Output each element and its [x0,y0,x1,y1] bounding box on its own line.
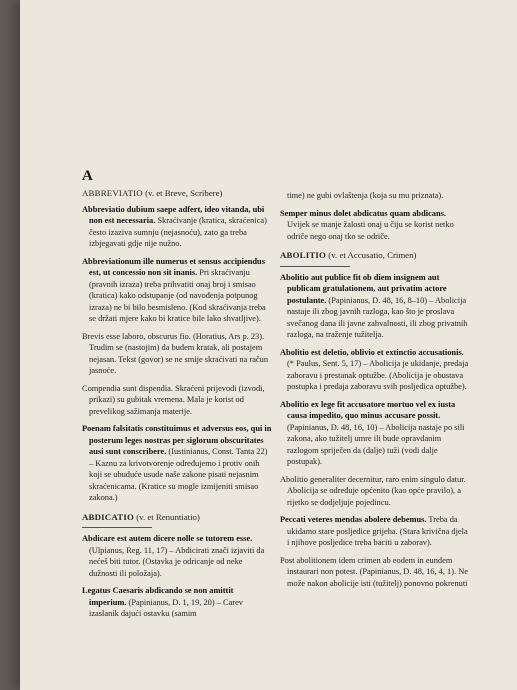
dictionary-entry [82,331,272,377]
entry-translation: Skraćivanje (kratica, skraćenica) često izaziva sumnju (nejasnoću), zato ga treba izbjegavati gdje nije nužno. [89,216,267,248]
latin-maxim: Compendia sunt dispendia. [82,383,173,393]
lemma-heading [280,250,470,262]
entry-translation: Abolicija se određuje općenito (kao opće pravilo), a rijetko se dodjeljuje pojedincu. [287,486,461,507]
entry-translation: Treba da ukidamo stare posljedice grijeha. (Stara krivična djela i njihove posljedice treba baciti u zaborav). [287,515,468,547]
latin-maxim: Abolitio aut publice fit ob diem insignem aut publicam gratulationem, aut privatim actore postulante. [280,272,447,305]
lemma-reference: (v. et Renuntiatio) [136,511,200,522]
dictionary-entry [280,399,470,468]
latin-maxim: Abolitio est deletio, oblivio et extinctio accusationis. [280,347,464,357]
lemma-name: ABOLITIO [280,250,327,260]
dictionary-entry [280,272,470,341]
dictionary-entry [82,533,272,579]
dictionary-entry [82,204,272,250]
dictionary-entry [82,423,272,504]
latin-maxim: Brevis esse laboro, obscurus fio. [82,331,191,341]
entry-translation: (Papinianus, D. 48, 16, 10) – Abolicija nastaje po sili zakona, ako tužitelj umre ili bude opravdanim razlogom spriječen da (dalje) tuži (vodi dalje postupak). [287,422,465,466]
continued-text: time) ne gubi ovlaštenja (koja su mu priznata). [287,191,444,200]
lemma-underline [280,266,350,267]
latin-maxim: Post abolitionem idem crimen ab eodem in eundem instaurari non potest. [280,555,453,576]
entry-translation: (Horatius, Ars p. 23). Trudim se (nastojim) da budem kratak, ali postajem nejasan. Tekst (govor) se ne smije skraćivati na račun jasnoće. [89,331,269,375]
latin-maxim: Peccati veteres mendas abolere debemus. [280,515,427,524]
lemma-name: ABBREVIATIO [82,188,143,198]
lemma-reference: (v. et Breve, Scribere) [145,188,223,198]
entry-translation: (Ulpianus, Reg. 11, 17) – Abdicirati znači izjaviti da nećeš biti tutor. (Ostavka je odricanje od neke dužnosti ili položaja). [89,545,265,578]
dictionary-entry [82,383,272,418]
book-page [20,0,517,690]
lemma-name: ABDICATIO [82,511,134,522]
latin-maxim: Abbreviationum ille numerus et sensus accipiendus est, ut concessio non sit inanis. [82,256,265,277]
dictionary-entry [280,555,470,590]
dictionary-entry [82,585,272,620]
latin-maxim: Abdicare est autem dicere nolle se tutorem esse. [82,534,253,543]
dictionary-entry [280,208,470,243]
entry-translation: (Papinianus, D. 48, 16, 8–10) – Abolicija nastaje ili zbog javnih razloga, kao što je proslava svečanog dana ili javne zahvalnosti, ili zbog privatnih razloga, na traženje tužitelja. [287,295,468,339]
lemma-reference: (v. et Accusatio, Crimen) [328,250,417,260]
dictionary-entry [82,256,272,325]
latin-maxim: Abolitio generaliter decernitur, raro enim singulo datur. [280,474,466,484]
lemma-heading [82,512,272,524]
left-column [82,188,272,626]
lemma-underline [82,527,152,528]
latin-maxim: Abolitio ex lege fit accusatore mortuo vel ex iusta causa impedito, quo minus accusare possit. [280,399,456,420]
entry-translation: Uvijek se manje žalosti onaj u čiju se korist netko odriče nego onaj tko se odriče. [287,220,454,241]
latin-maxim: Semper minus dolet abdicatus quam abdicans. [280,208,446,218]
dictionary-entry [280,474,470,509]
entry-translation: (Papinianus, D. 48, 16, 4, 1). Ne može nakon abolicije isti (tužitelj) ponovno pokrenuti [287,567,468,588]
dictionary-entry [280,514,470,549]
entry-translation: Skraćeni prijevodi (izvodi, prikazi) su gubitak vremena. Mala je korist od prevelikog sažimanja materije. [89,383,265,416]
latin-maxim: Poenam falsitatis constituimus et adversus eos, qui in posterum leges nostras per siglorum obscuritates ausi sunt conscribere. [82,424,272,456]
dictionary-entry [280,347,470,393]
latin-maxim: Abbreviatio dubium saepe adfert, ideo vitanda, ubi non est necessaria. [82,204,265,225]
entry-translation: (Papinianus, D. 1, 19, 20) – Carev izaslanik dajući ostavku (samim [89,597,243,618]
right-column [280,190,470,595]
latin-maxim: Legatus Caesaris abdicando se non amittit imperium. [82,586,234,607]
section-letter: A [82,168,93,184]
lemma-heading [82,188,272,200]
entry-translation: (* Paulus, Sent. 5, 17) – Abolicija je ukidanje, predaja zaboravu i prestanak optužbe. (Abolicija je obustava postupka i predaja zaboravu svih posljedica optužbe). [287,359,469,391]
entry-translation: (Iustinianus, Const. Tanta 22) – Kaznu za krivotvorenje određujemo i protiv onih koji se ubuduće usude naše zakone pisati nejasnim skraćenicama. (Kratice su mogle izmijeniti smisao zakona.) [89,447,268,502]
entry-translation: Pri skraćivanju (pravnih izraza) treba prihvatiti onaj broj i smisao (kratica) kako odstupanje (od navođenja potpunog izraza) ne bi bilo besmisleno. (Kod skraćivanja treba se držati mjere kako bi kratice bile lako shvatljive). [89,268,266,323]
